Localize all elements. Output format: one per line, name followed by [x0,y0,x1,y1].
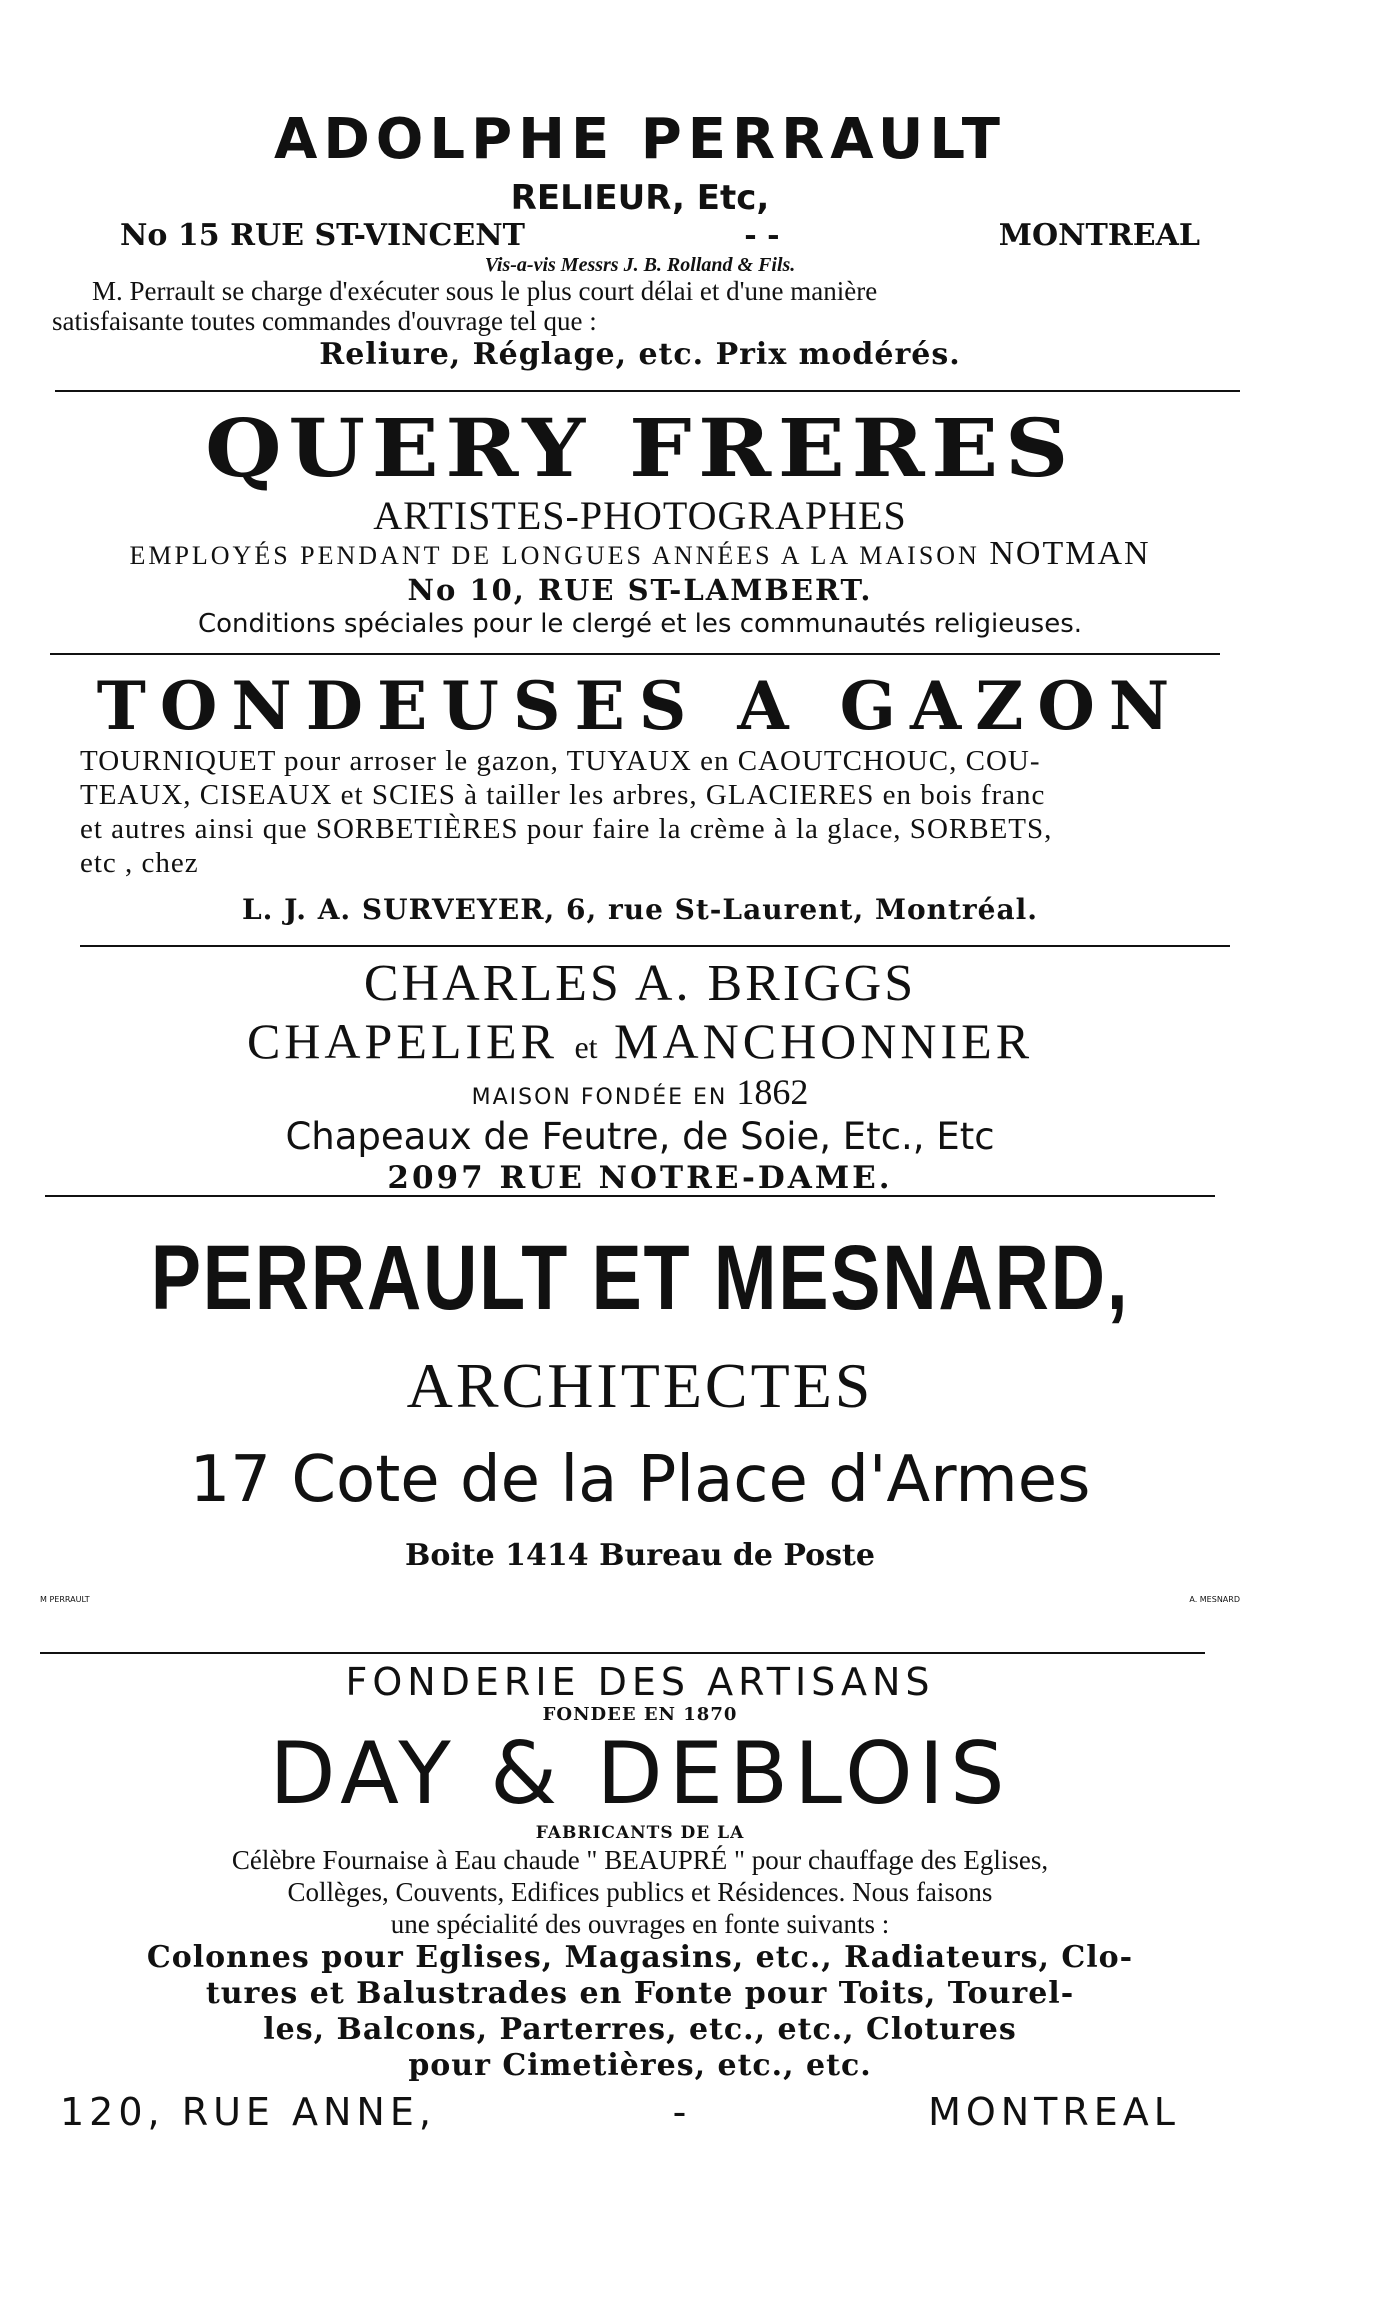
description-line: etc , chez [80,847,199,879]
description-line: TEAUX, CISEAUX et SCIES à tailler les arbres, GLACIERES en bois franc [80,779,1046,811]
description-line: et autres ainsi que SORBETIÈRES pour faire la crème à la glace, SORBETS, [80,813,1053,845]
ad-day-deblois [40,1660,1240,2136]
partner-right: A. MESNARD [1189,1595,1240,1604]
ad-kicker: FONDERIE DES ARTISANS [345,1660,935,1704]
ad-address: L. J. A. SURVEYER, 6, rue St-Laurent, Montréal. [241,893,1039,926]
trade-hatter: CHAPELIER [246,1013,558,1069]
section-divider [80,945,1230,947]
ad-adolphe-perrault [40,108,1240,374]
ad-query-freres [40,402,1240,640]
ad-conditions: Conditions spéciales pour le clergé et les communautés religieuses. [197,609,1083,639]
ad-tondeuses [40,668,1240,932]
description-line: Collèges, Couvents, Edifices publics et Résidences. Nous faisons [287,1877,993,1907]
ad-description [40,1844,1240,1940]
ad-trade: RELIEUR, Etc, [510,178,770,218]
ad-trade [40,1013,1240,1075]
employment-text: EMPLOYÉS PENDANT DE LONGUES ANNÉES A LA MAISON [129,541,980,570]
ad-trade: ARCHITECTES [406,1350,874,1421]
ad-title: DAY & DEBLOIS [269,1724,1011,1824]
ad-title: QUERY FRERES [205,401,1075,495]
section-divider [55,390,1240,392]
trade-conjunction: et [574,1029,598,1065]
section-divider [45,1195,1215,1197]
description-line: M. Perrault se charge d'exécuter sous le plus court délai et d'une manière [92,276,878,306]
ad-perrault-mesnard [40,1208,1240,1624]
founded-year: 1862 [736,1072,809,1112]
section-divider [50,653,1220,655]
ad-trade: ARTISTES-PHOTOGRAPHES [373,493,907,538]
description-line: Célèbre Fournaise à Eau chaude " BEAUPRÉ " pour chauffage des Eglises, [231,1845,1049,1875]
ad-post-box: Boite 1414 Bureau de Poste [405,1538,875,1573]
address-separator: - [672,2090,692,2134]
address-separator: - - [744,218,780,253]
ad-description [40,276,1240,336]
ad-title: PERRAULT ET MESNARD, [150,1227,1130,1329]
ad-title: ADOLPHE PERRAULT [273,107,1006,172]
description-line: satisfaisante toutes commandes d'ouvrage tel que : [52,306,597,336]
address-city: MONTREAL [928,2090,1180,2134]
products-line: les, Balcons, Parterres, etc., etc., Clotures [263,2012,1017,2047]
products-line: Colonnes pour Eglises, Magasins, etc., Radiateurs, Clo- [146,1940,1134,1975]
ad-address [40,2088,1240,2136]
ad-title: CHARLES A. BRIGGS [363,955,917,1012]
ad-terms: Reliure, Réglage, etc. Prix modérés. [319,337,961,372]
ad-maker-label: FABRICANTS DE LA [535,1823,745,1843]
address-city: MONTREAL [998,218,1200,253]
ad-charles-briggs [40,955,1240,1197]
ad-address [40,218,1240,254]
ad-partners [40,1576,1244,1624]
ad-address: 2097 RUE NOTRE-DAME. [387,1160,893,1196]
description-line: une spécialité des ouvrages en fonte suivants : [390,1909,890,1939]
address-street: No 15 RUE ST-VINCENT [120,218,525,253]
ad-founded [40,1072,1240,1115]
products-line: pour Cimetières, etc., etc. [408,2048,872,2083]
ad-landmark: Vis-a-vis Messrs J. B. Rolland & Fils. [484,254,796,276]
ad-description [40,744,1240,880]
employment-studio: NOTMAN [989,535,1151,572]
ad-products [40,1940,1240,2084]
description-line: TOURNIQUET pour arroser le gazon, TUYAUX en CAOUTCHOUC, COU- [80,745,1041,777]
founded-label: MAISON FONDÉE EN [471,1085,728,1110]
ad-products: Chapeaux de Feutre, de Soie, Etc., Etc [285,1115,995,1158]
ad-employment-note [40,535,1240,572]
address-street: 120, RUE ANNE, [60,2090,436,2134]
trade-furrier: MANCHONNIER [614,1013,1034,1069]
section-divider [40,1652,1205,1654]
partner-left: M PERRAULT [40,1595,90,1604]
ad-address: No 10, RUE ST-LAMBERT. [407,573,873,607]
ad-title: TONDEUSES A GAZON [96,667,1184,745]
ad-address: 17 Cote de la Place d'Armes [189,1443,1091,1517]
ad-founded: FONDEE EN 1870 [542,1704,738,1725]
products-line: tures et Balustrades en Fonte pour Toits, Tourel- [205,1976,1075,2011]
